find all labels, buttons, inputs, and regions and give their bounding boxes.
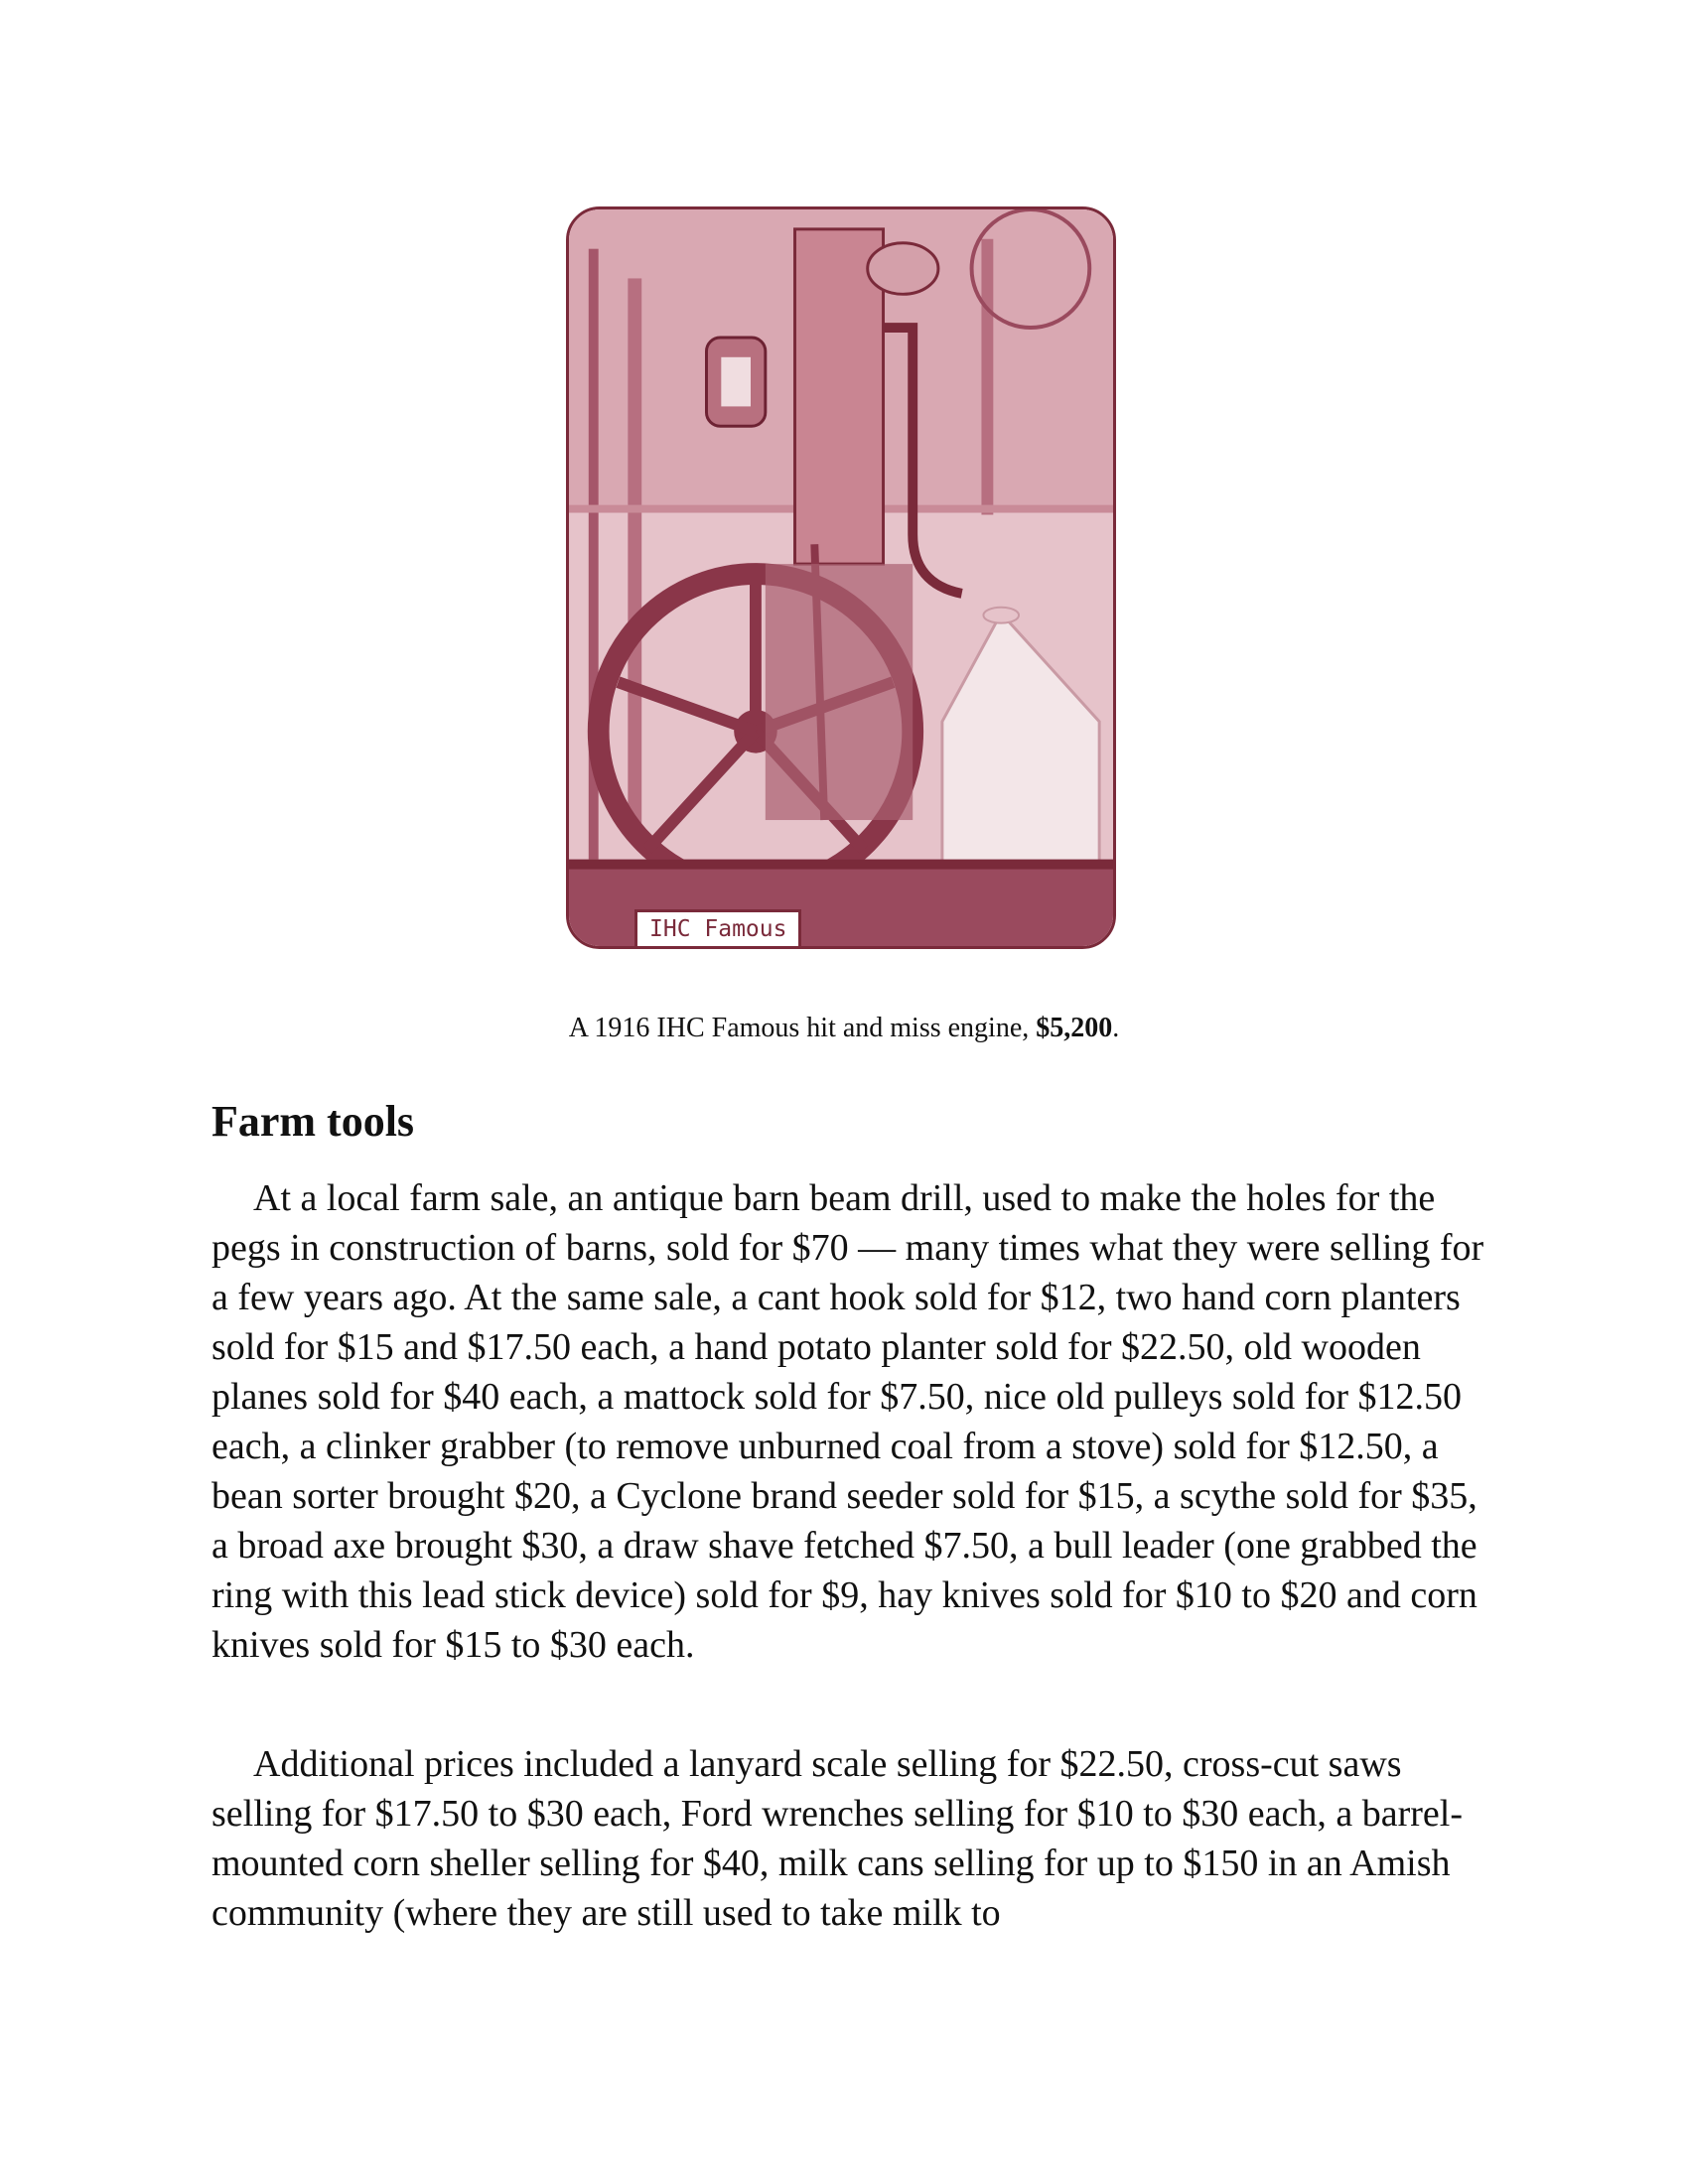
engine-photo (566, 206, 1116, 949)
photo-label-tag: IHC Famous (634, 909, 801, 949)
figure-caption (0, 1013, 1688, 1044)
body-paragraph-2: Additional prices included a lanyard scale selling for $22.50, cross-cut saws selling for $17.50 to $30 each, Ford wrenches selling for $10 to $30 each, a barrel-mounted corn sheller selling for $40, milk cans selling for up to $150 in an Amish community (where they are still used to take milk to (211, 1743, 1463, 1934)
section-heading: Farm tools (211, 1097, 415, 1146)
caption-end: . (1112, 1013, 1120, 1043)
caption-text: A 1916 IHC Famous hit and miss engine, (568, 1013, 1037, 1043)
body-paragraph-1: At a local farm sale, an antique barn beam drill, used to make the holes for the pegs in construction of barns, sold for $70 — many times what they were selling for a few years ago. At the same sale, a cant hook sold for $12, two hand corn planters sold for $15 and $17.50 each, a hand potato planter sold for $22.50, old wooden planes sold for $40 each, a mattock sold for $7.50, nice old pulleys sold for $12.50 each, a clinker grabber (to remove unburned coal from a stove) sold for $12.50, a bean sorter brought $20, a Cyclone brand seeder sold for $15, a scythe sold for $35, a broad axe brought $30, a draw shave fetched $7.50, a bull leader (one grabbed the ring with this lead stick device) sold for $9, hay knives sold for $10 to $20 and corn knives sold for $15 to $30 each. (211, 1177, 1484, 1666)
caption-price: $5,200 (1036, 1013, 1113, 1043)
engine-illustration (569, 209, 1113, 946)
